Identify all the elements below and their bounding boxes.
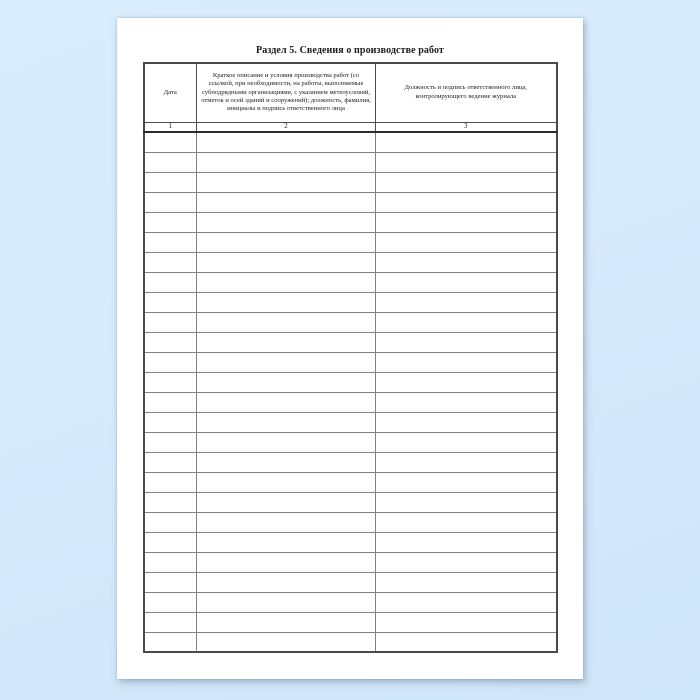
table-cell (197, 612, 376, 632)
table-cell (197, 412, 376, 432)
table-cell (197, 292, 376, 312)
table-cell (197, 532, 376, 552)
column-number-row (144, 122, 557, 132)
table-cell (144, 412, 197, 432)
table-cell (144, 132, 197, 152)
table-cell (376, 552, 557, 572)
header-position-signature: Должность и подпись ответственного лица, контролирующего ведение журнала (376, 63, 557, 122)
table-row (144, 452, 557, 472)
table-row (144, 492, 557, 512)
table-cell (144, 232, 197, 252)
table-cell (144, 352, 197, 372)
table-cell (197, 592, 376, 612)
column-number-3: 3 (376, 122, 557, 132)
table-row (144, 432, 557, 452)
table-cell (376, 212, 557, 232)
table-cell (376, 312, 557, 332)
table-row (144, 172, 557, 192)
table-cell (376, 172, 557, 192)
table-row (144, 132, 557, 152)
table-cell (197, 372, 376, 392)
table-header-row (144, 63, 557, 122)
table-cell (376, 332, 557, 352)
table-cell (376, 632, 557, 652)
table-cell (376, 372, 557, 392)
table-cell (376, 472, 557, 492)
table-cell (197, 472, 376, 492)
table-row (144, 392, 557, 412)
table-cell (144, 252, 197, 272)
table-row (144, 272, 557, 292)
table-row (144, 212, 557, 232)
table-row (144, 592, 557, 612)
header-date: Дата (144, 63, 197, 122)
table-cell (144, 332, 197, 352)
table-cell (197, 152, 376, 172)
table-cell (197, 232, 376, 252)
table-cell (197, 392, 376, 412)
table-row (144, 332, 557, 352)
table-row (144, 292, 557, 312)
table-cell (376, 192, 557, 212)
table-cell (144, 512, 197, 532)
table-cell (197, 132, 376, 152)
table-cell (144, 472, 197, 492)
table-cell (197, 512, 376, 532)
table-row (144, 252, 557, 272)
table-row (144, 412, 557, 432)
table-row (144, 192, 557, 212)
table-cell (376, 152, 557, 172)
table-row (144, 152, 557, 172)
table-cell (197, 352, 376, 372)
table-cell (376, 392, 557, 412)
table-cell (197, 492, 376, 512)
table-row (144, 612, 557, 632)
section-title: Раздел 5. Сведения о производстве работ (256, 45, 444, 56)
table-row (144, 232, 557, 252)
table-cell (144, 492, 197, 512)
table-cell (144, 212, 197, 232)
table-cell (197, 572, 376, 592)
table-cell (197, 312, 376, 332)
table-cell (197, 452, 376, 472)
table-row (144, 532, 557, 552)
table-cell (376, 572, 557, 592)
table-cell (144, 272, 197, 292)
table-cell (197, 332, 376, 352)
table-cell (376, 492, 557, 512)
column-number-2: 2 (197, 122, 376, 132)
table-cell (144, 292, 197, 312)
table-cell (144, 592, 197, 612)
table-row (144, 312, 557, 332)
table-row (144, 372, 557, 392)
table-cell (144, 532, 197, 552)
table-cell (376, 512, 557, 532)
table-row (144, 352, 557, 372)
table-cell (197, 632, 376, 652)
table-row (144, 632, 557, 652)
table-cell (144, 192, 197, 212)
table-cell (376, 452, 557, 472)
table-cell (144, 152, 197, 172)
table-cell (144, 452, 197, 472)
column-number-1: 1 (144, 122, 197, 132)
table-cell (376, 592, 557, 612)
table-row (144, 572, 557, 592)
table-row (144, 472, 557, 492)
table-cell (376, 412, 557, 432)
works-log-table (143, 62, 558, 653)
table-cell (144, 612, 197, 632)
table-cell (376, 612, 557, 632)
table-cell (144, 552, 197, 572)
table-cell (144, 432, 197, 452)
table-cell (197, 252, 376, 272)
table-cell (376, 272, 557, 292)
document-page (117, 18, 583, 679)
table-cell (144, 572, 197, 592)
table-cell (144, 312, 197, 332)
table-cell (376, 132, 557, 152)
table-cell (197, 432, 376, 452)
table-cell (376, 232, 557, 252)
table-cell (376, 432, 557, 452)
table-cell (376, 292, 557, 312)
table-cell (144, 632, 197, 652)
header-work-description: Краткое описание и условия производства работ (со ссылкой, при необходимости, на работы, выполняемые субподрядными организациями, с указанием метеоусловий, отметок и осей зданий и сооружений); должность, фамилия, инициалы и подпись ответственного лица (197, 63, 376, 122)
table-cell (144, 172, 197, 192)
table-row (144, 512, 557, 532)
table-cell (144, 392, 197, 412)
table-cell (197, 172, 376, 192)
table-cell (197, 212, 376, 232)
table-cell (376, 352, 557, 372)
table-cell (197, 552, 376, 572)
table-cell (376, 252, 557, 272)
table-row (144, 552, 557, 572)
table-cell (144, 372, 197, 392)
table-cell (197, 272, 376, 292)
table-cell (197, 192, 376, 212)
table-cell (376, 532, 557, 552)
